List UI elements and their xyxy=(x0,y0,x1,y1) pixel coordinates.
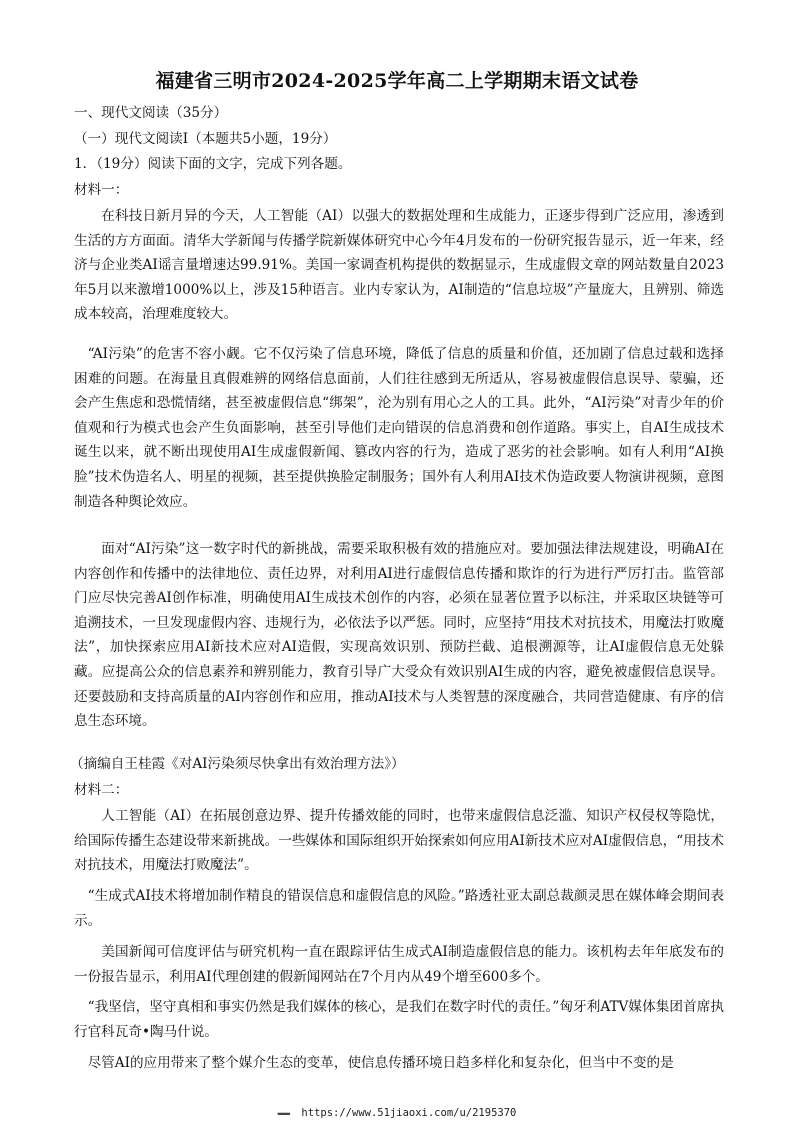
page-title: 福建省三明市2024-2025学年高二上学期期末语文试卷 xyxy=(155,70,639,92)
section-heading: 一、现代文阅读（35分） xyxy=(74,105,228,121)
page-footer xyxy=(0,1107,794,1119)
material-2-paragraph-4: “我坚信，坚守真相和事实仍然是我们媒体的核心，是我们在数字时代的责任。”匈牙利ATV媒体集团首席执行官科瓦奇•陶马什说。 xyxy=(74,999,724,1040)
subsection-heading: （一）现代文阅读Ⅰ（本题共5小题，19分） xyxy=(74,131,337,147)
material-source: （摘编自王桂霞《对AI污染须尽快拿出有效治理方法》） xyxy=(70,756,405,772)
question-prompt: 1．（19分）阅读下面的文字，完成下列各题。 xyxy=(74,156,352,172)
watermark-icon: ▬▬▬ xyxy=(277,1109,290,1118)
material-1-paragraph-2: “AI污染”的危害不容小觑。它不仅污染了信息环境，降低了信息的质量和价值，还加剧了信息过载和选择困难的问题。在海量且真假难辨的网络信息面前，人们往往感到无所适从，容易被虚假信息误导、蒙骗，还会产生焦虑和恐慌情绪，甚至被虚假信息“绑架”，沦为别有用心之人的工具。此外，“AI污染”对青少年的价值观和行为模式也会产生负面影响，甚至引导他们走向错误的信息消费和创作道路。事实上，自AI生成技术诞生以来，就不断出现使用AI生成虚假新闻、篡改内容的行为，造成了恶劣的社会影响。如有人利用“AI换脸”技术伪造名人、明星的视频，甚至提供换脸定制服务；国外有人利用AI技术伪造政要人物演讲视频，意图制造各种舆论效应。 xyxy=(74,346,724,510)
material-label: 材料一： xyxy=(74,182,129,198)
material-2-paragraph-5: 尽管AI的应用带来了整个媒介生态的变革，使信息传播环境日趋多样化和复杂化，但当中不变的是 xyxy=(87,1055,674,1071)
material-1-paragraph-3: 面对“AI污染”这一数字时代的新挑战，需要采取积极有效的措施应对。要加强法律法规建设，明确AI在内容创作和传播中的法律地位、责任边界，对利用AI进行虚假信息传播和欺诈的行为进行严厉打击。监管部门应尽快完善AI创作标准，明确使用AI生成技术创作的内容，必须在显著位置予以标注，并采取区块链等可追溯技术，一旦发现虚假内容、违规行为，必依法予以严惩。同时，应坚持“用技术对抗技术，用魔法打败魔法”，加快探索应用AI新技术应对AI造假，实现高效识别、预防拦截、追根溯源等，让AI虚假信息无处躲藏。应提高公众的信息素养和辨别能力，教育引导广大受众有效识别AI生成的内容，避免被虚假信息误导。还要鼓励和支持高质量的AI内容创作和应用，推动AI技术与人类智慧的深度融合，共同营造健康、有序的信息生态环境。 xyxy=(74,541,724,730)
material-2-paragraph-1: 人工智能（AI）在拓展创意边界、提升传播效能的同时，也带来虚假信息泛滥、知识产权侵权等隐忧，给国际传播生态建设带来新挑战。一些媒体和国际组织开始探索如何应用AI新技术应对AI虚假信息，“用技术对抗技术，用魔法打败魔法”。 xyxy=(74,808,724,874)
material-2-paragraph-2: “生成式AI技术将增加制作精良的错误信息和虚假信息的风险。”路透社亚太副总裁颜灵思在媒体峰会期间表示。 xyxy=(74,888,724,929)
footer-link[interactable]: https://www.51jiaoxi.com/u/2195370 xyxy=(301,1107,517,1119)
material-1-paragraph-1: 在科技日新月异的今天，人工智能（AI）以强大的数据处理和生成能力，正逐步得到广泛应用，渗透到生活的方方面面。清华大学新闻与传播学院新媒体研究中心今年4月发布的一份研究报告显示，近一年来，经济与企业类AI谣言量增速达99.91%。美国一家调查机构提供的数据显示，生成虚假文章的网站数量自2023年5月以来激增1000%以上，涉及15种语言。业内专家认为，AI制造的“信息垃圾”产量庞大，且辨别、筛选成本较高，治理难度较大。 xyxy=(74,208,724,323)
material-label: 材料二： xyxy=(74,782,129,798)
material-2-paragraph-3: 美国新闻可信度评估与研究机构一直在跟踪评估生成式AI制造虚假信息的能力。该机构去年年底发布的一份报告显示，利用AI代理创建的假新闻网站在7个月内从49个增至600多个。 xyxy=(74,944,724,985)
